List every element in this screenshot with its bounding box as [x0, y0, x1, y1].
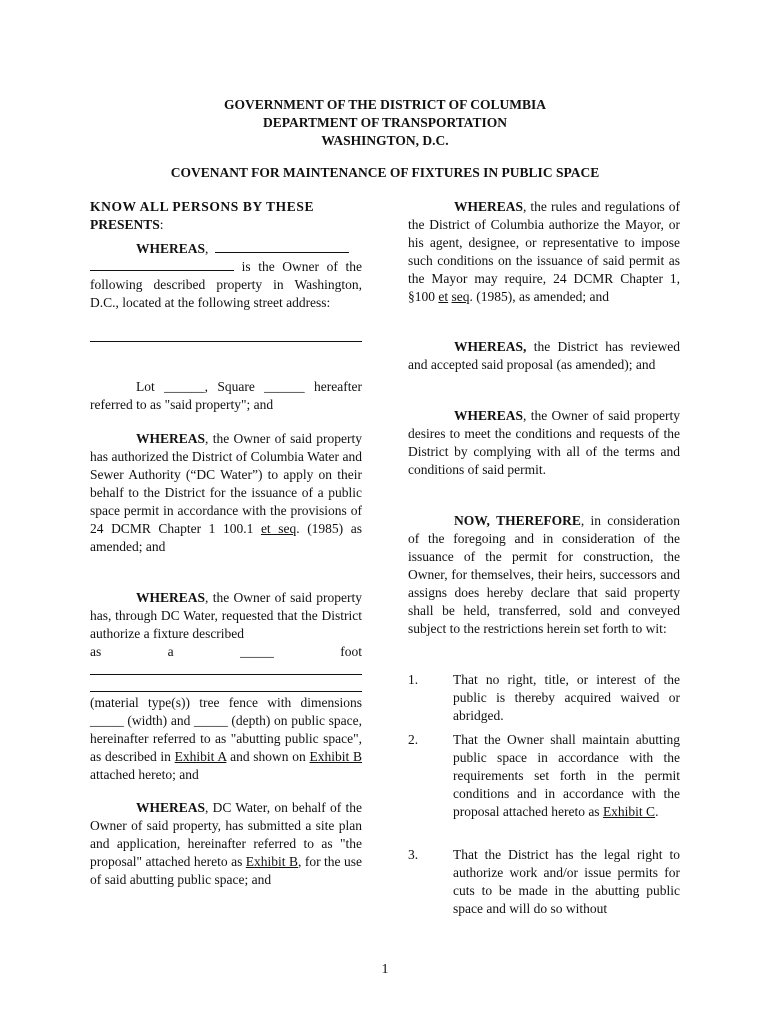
therefore-label: THEREFORE	[496, 513, 581, 528]
whereas-label: WHEREAS	[454, 199, 524, 214]
item-2-text: That the Owner shall maintain abutting public space in accordance with the requirements set forth in the permit conditions and in accordance with the proposal attached hereto as	[453, 732, 680, 819]
owner-text: is the Owner of the following described property in Washington, D.C., located at the following street address:	[90, 259, 362, 310]
material-text: (material type(s)) tree fence with dimensions _____ (width) and _____ (depth) on public space, hereinafter referred to as "abutting public space", as described in	[90, 695, 362, 764]
et-seq-link: et seq	[260, 521, 297, 536]
lot-square-paragraph: Lot ______, Square ______ hereafter referred to as "said property"; and	[90, 379, 362, 412]
know-colon: :	[159, 217, 164, 232]
whereas-label: WHEREAS	[136, 590, 206, 605]
word-foot: foot	[340, 644, 362, 659]
whereas-requested-paragraph	[90, 589, 362, 643]
item-2-tail: .	[655, 804, 659, 819]
foot-blank[interactable]: _____	[240, 644, 274, 659]
authorized-text: , the Owner of said property has authorized the District of Columbia Water and Sewer Authority (“DC Water”) to apply on their behalf to the District for the issuance of a public space permit in accordance with the provisions of 24 DCMR Chapter 1 100.1	[90, 431, 362, 536]
whereas-label: WHEREAS	[454, 408, 524, 423]
whereas-desires-paragraph	[408, 407, 680, 479]
fixture-line-2[interactable]	[90, 691, 362, 692]
item-number-2: 2.	[408, 732, 419, 747]
item-number-1: 1.	[408, 672, 419, 687]
document-title: COVENANT FOR MAINTENANCE OF FIXTURES IN PUBLIC SPACE	[170, 165, 600, 180]
know-line2: PRESENTS	[90, 217, 160, 232]
rules-tail: . (1985), as amended; and	[469, 289, 609, 304]
exhibit-c-link[interactable]: Exhibit C	[602, 804, 656, 819]
comma: ,	[205, 241, 209, 256]
whereas-authorized-paragraph	[90, 430, 362, 556]
know-all-persons	[90, 198, 362, 234]
material-type-paragraph	[90, 694, 362, 784]
item-text-2	[453, 731, 680, 821]
exhibit-b-link[interactable]: Exhibit B	[309, 749, 362, 764]
whereas-label: WHEREAS	[136, 241, 206, 256]
whereas-label: WHEREAS	[136, 431, 206, 446]
item-number-3: 3.	[408, 847, 419, 862]
page-number: 1	[381, 962, 389, 977]
item-text-1: That no right, title, or interest of the public is thereby acquired waived or abridged.	[453, 672, 680, 723]
reviewed-text: the District has reviewed and accepted said proposal (as amended); and	[408, 339, 680, 372]
now-therefore-paragraph	[408, 512, 680, 638]
et-link: et	[438, 289, 449, 304]
dc-water-tail: , for the use of said abutting public space; and	[90, 854, 362, 887]
seq-link: seq	[451, 289, 470, 304]
now-label: NOW,	[454, 513, 490, 528]
owner-name-blank[interactable]	[215, 240, 349, 253]
whereas-reviewed-paragraph	[408, 338, 680, 374]
dc-water-text: , DC Water, on behalf of the Owner of said property, has submitted a site plan and application, hereinafter referred to as "the proposal" attached hereto as	[90, 800, 362, 869]
word-as: as	[90, 644, 102, 659]
fixture-line-1[interactable]	[90, 674, 362, 675]
authorized-tail: . (1985) as amended; and	[90, 521, 362, 554]
know-line1: KNOW ALL PERSONS BY THESE	[90, 199, 315, 214]
owner-name-blank-2[interactable]	[90, 258, 234, 271]
header-department: DEPARTMENT OF TRANSPORTATION	[262, 115, 508, 130]
requested-text: , the Owner of said property has, through DC Water, requested that the District authorize a fixture described	[90, 590, 362, 641]
fixture-description-line	[90, 643, 362, 661]
whereas-label: WHEREAS,	[454, 339, 527, 354]
exhibit-b-link-2[interactable]: Exhibit B	[245, 854, 299, 869]
whereas-owner-paragraph	[90, 240, 362, 312]
exhibit-a-link[interactable]: Exhibit A	[174, 749, 227, 764]
whereas-dc-water-paragraph	[90, 799, 362, 889]
therefore-text: , in consideration of the foregoing and in consideration of the issuance of the permit for construction, the Owner, for themselves, their heirs, successors and assigns does hereby declare that said property shall be held, transferred, sold and conveyed subject to the restrictions herein set forth to wit:	[408, 513, 680, 636]
desires-text: , the Owner of said property desires to meet the conditions and requests of the District by complying with all of the terms and conditions of said permit.	[408, 408, 680, 477]
whereas-rules-paragraph	[408, 198, 680, 306]
whereas-label: WHEREAS	[136, 800, 206, 815]
header-government: GOVERNMENT OF THE DISTRICT OF COLUMBIA	[224, 97, 546, 112]
left-column	[90, 198, 362, 234]
rules-text: , the rules and regulations of the District of Columbia authorize the Mayor, or his agent, designee, or representative to impose such conditions on the issuance of said permit as the Mayor may require, 24 DCMR Chapter 1, §100	[408, 199, 680, 304]
street-address-line[interactable]	[90, 341, 362, 342]
attached-text: attached hereto; and	[90, 767, 199, 782]
and-shown: and shown on	[226, 749, 310, 764]
word-a: a	[167, 644, 174, 659]
header-city: WASHINGTON, D.C.	[321, 133, 449, 148]
item-text-3: That the District has the legal right to authorize work and/or issue permits for cuts to be made in the abutting public space and will do so without	[453, 847, 680, 916]
